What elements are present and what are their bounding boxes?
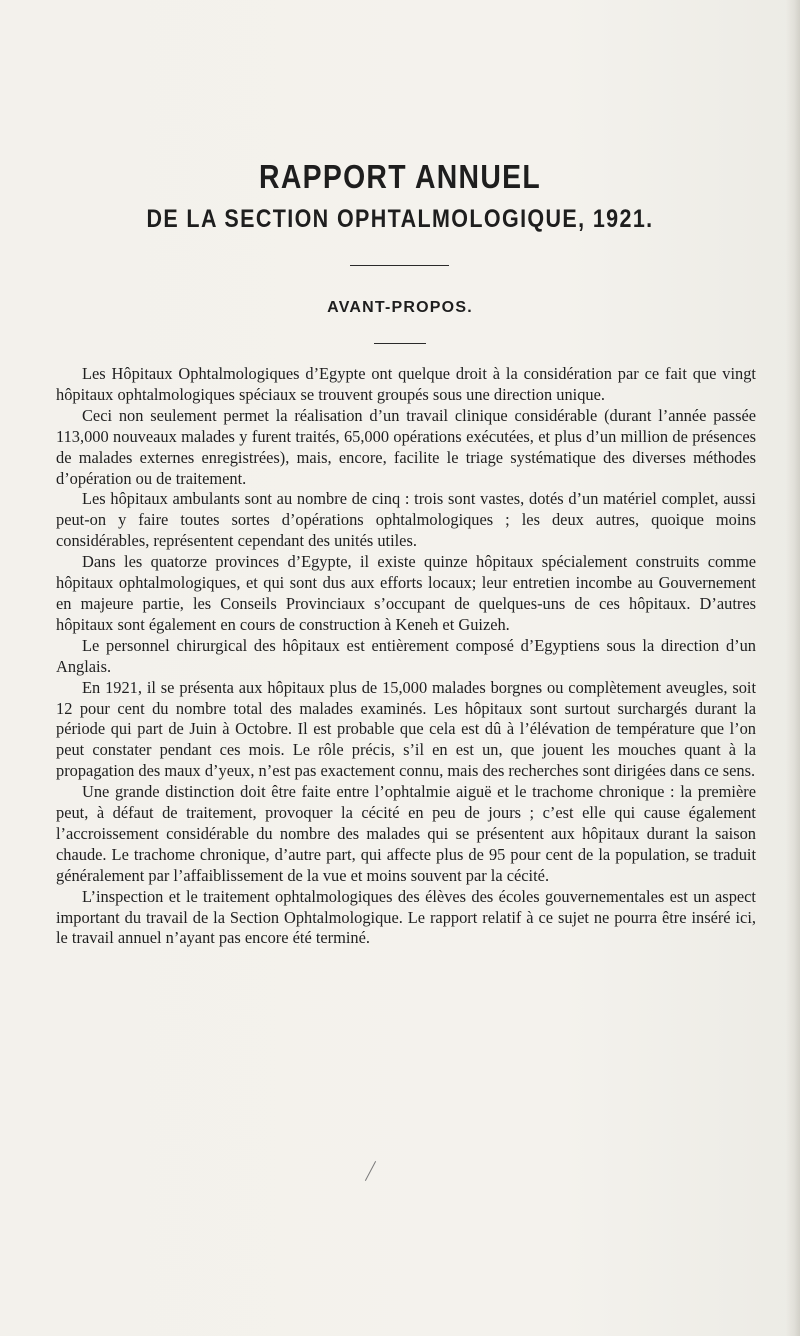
page-edge-shadow <box>786 0 800 1336</box>
paragraph: Une grande distinction doit être faite entre l’ophtalmie aiguë et le trachome chronique : la première peut, à défaut de traitement, provoquer la cécité en peu de jours ; c’est elle qui cause également l’accroissement considérable du nombre des malades qui se présentent aux hôpitaux durant la saison chaude. Le trachome chronique, d’autre part, qui affecte plus de 95 pour cent de la population, se traduit généralement par l’affaiblissement de la vue et moins souvent par la cécité. <box>56 782 756 885</box>
body-text <box>56 364 756 949</box>
paragraph: En 1921, il se présenta aux hôpitaux plus de 15,000 malades borgnes ou complètement aveugles, soit 12 pour cent du nombre total des malades examinés. Les hôpitaux sont surtout surchargés durant la période qui part de Juin à Octobre. Il est probable que cela est dû à l’élévation de température que l’on peut constater pendant ces mois. Le rôle précis, s’il en est un, que jouent les mouches quant à la propagation des maux d’yeux, n’est pas exactement connu, mais des recherches sont dirigées dans ce sens. <box>56 677 756 781</box>
paragraph: Les Hôpitaux Ophtalmologiques d’Egypte ont quelque droit à la considération par ce fait que vingt hôpitaux ophtalmologiques spéciaux se trouvent groupés sous une direction unique. <box>56 364 756 404</box>
report-title: RAPPORT ANNUEL <box>259 158 541 195</box>
paragraph: Ceci non seulement permet la réalisation d’un travail clinique considérable (durant l’année passée 113,000 nouveaux malades y furent traités, 65,000 opérations exécutées, et plus d’un million de présences de malades externes enregistrées), mais, encore, facilite le triage systématique des diverses méthodes d’opération ou de traitement. <box>56 405 756 488</box>
section-heading: AVANT-PROPOS. <box>327 299 473 316</box>
paragraph: Les hôpitaux ambulants sont au nombre de cinq : trois sont vastes, dotés d’un matériel complet, aussi peut-on y faire toutes sortes d’opérations ophtalmologiques ; les deux autres, quoique moins considérables, représentent cependant des unités utiles. <box>56 489 756 551</box>
report-subtitle: DE LA SECTION OPHTALMOLOGIQUE, 1921. <box>146 205 654 233</box>
paragraph: Le personnel chirurgical des hôpitaux est entièrement composé d’Egyptiens sous la direction d’un Anglais. <box>56 635 756 676</box>
section-divider <box>374 343 426 344</box>
paragraph: L’inspection et le traitement ophtalmologiques des élèves des écoles gouvernementales est un aspect important du travail de la Section Ophtalmologique. Le rapport relatif à ce sujet ne pourra être inséré ici, le travail annuel n’ayant pas encore été terminé. <box>56 886 756 948</box>
paragraph: Dans les quatorze provinces d’Egypte, il existe quinze hôpitaux spécialement construits comme hôpitaux ophtalmologiques, et qui sont dus aux efforts locaux; leur entretien incombe au Gouvernement en majeure partie, les Conseils Provinciaux s’occupant de quelques-uns de ces hôpitaux. D’autres hôpitaux sont également en cours de construction à Keneh et Guizeh. <box>56 552 756 634</box>
title-divider <box>350 265 449 266</box>
stray-pencil-mark <box>365 1161 376 1181</box>
